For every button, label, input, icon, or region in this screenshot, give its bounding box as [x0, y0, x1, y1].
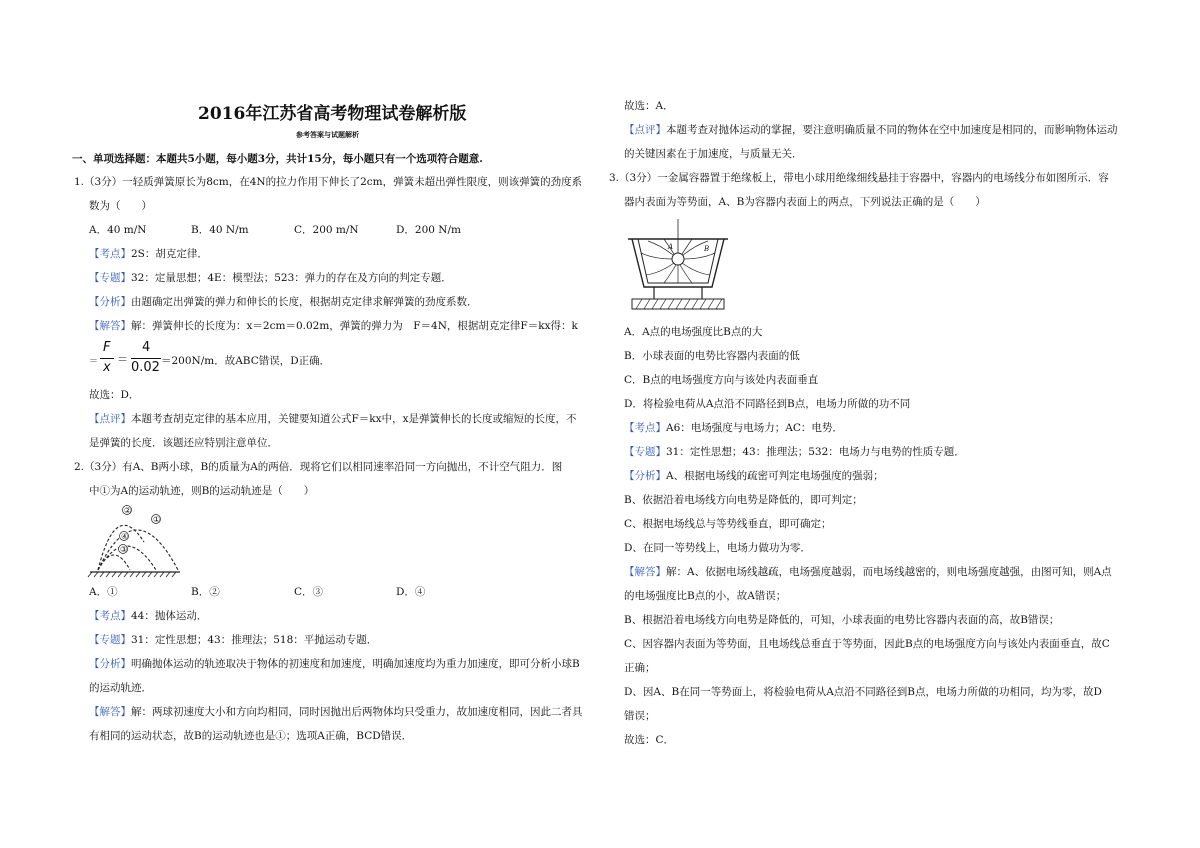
q2-fenxi-line2: 的运动轨迹．	[89, 682, 152, 694]
fenxi-text: A、根据电场线的疏密可判定电场强度的强弱；	[666, 470, 884, 482]
electric-field-figure	[624, 215, 734, 315]
q2-option-a: A．①	[89, 586, 118, 598]
q3-jieda-line4: C、因容器内表面为等势面，且电场线总垂直于等势面，因此B点的电场强度方向与该处内表面垂直，故C	[624, 638, 1110, 650]
q2-dianping	[624, 123, 1118, 137]
jieda-text: 解：A、依据电场线越疏，电场强度越弱，而电场线越密的，则电场强度越强，由图可知，则A点	[666, 566, 1112, 578]
zhuanti-text: 31：定性思想；43：推理法；532：电场力与电势的性质专题．	[666, 446, 965, 458]
q3-stem-line1: 3.（3分）一金属容器置于绝缘板上，带电小球用绝缘细线悬挂于容器中，容器内的电场线分布如图所示．容	[609, 172, 1109, 184]
q3-option-b: B．小球表面的电势比容器内表面的低	[624, 350, 800, 362]
traj-label-4: ④	[121, 532, 129, 541]
fenxi-text: 明确抛体运动的轨迹取决于物体的初速度和加速度，明确加速度均为重力加速度，即可分析小球B	[131, 658, 580, 670]
q2-option-b: B．②	[191, 586, 220, 598]
q3-stem-line2: 器内表面为等势面，A、B为容器内表面上的两点，下列说法正确的是（ ）	[624, 196, 986, 208]
q3-option-a: A．A点的电场强度比B点的大	[624, 326, 763, 338]
q1-dianping	[89, 412, 577, 426]
frac-numerator-4: 4	[142, 340, 151, 355]
q3-jieda	[624, 565, 1112, 579]
q3-jieda-line5: 正确；	[624, 662, 656, 674]
dianping-text: 本题考查胡克定律的基本应用，关键要知道公式F＝kx中，x是弹簧伸长的长度或缩短的长度，不	[131, 413, 577, 425]
q1-answer: 故选：D．	[89, 389, 140, 401]
q3-fenxi-line4: D、在同一等势线上，电场力做功为零．	[624, 542, 811, 554]
zhuanti-tag: 【专题】	[624, 446, 666, 458]
kaodian-tag: 【考点】	[624, 422, 666, 434]
q2-jieda-line2: 有相同的运动状态，故B的运动轨迹也是①；选项A正确，BCD错误．	[89, 730, 413, 742]
q2-option-d: D．④	[396, 586, 426, 598]
q2-dianping-line2: 的关键因素在于加速度，与质量无关．	[624, 148, 803, 160]
jieda-tag: 【解答】	[624, 566, 666, 578]
q2-answer: 故选：A．	[624, 100, 674, 112]
q2-zhuanti	[89, 633, 377, 647]
q2-stem-line1: 2.（3分）有A、B两小球，B的质量为A的两倍．现将它们以相同速率沿同一方向抛出，不计空气阻力．图	[74, 461, 563, 473]
q1-dianping-line2: 是弹簧的长度．该题还应特别注意单位．	[89, 437, 278, 449]
traj-label-1: ①	[153, 515, 161, 524]
fenxi-tag: 【分析】	[624, 470, 666, 482]
jieda-tag: 【解答】	[89, 320, 131, 332]
q3-jieda-line2: 的电场强度比B点的小，故A错误；	[624, 590, 787, 602]
q1-jieda	[89, 319, 578, 333]
q1-fraction-formula	[89, 340, 349, 380]
q1-stem-line2: 数为（ ）	[89, 200, 152, 212]
frac-eq-sign: ＝	[89, 357, 99, 367]
q2-stem-line2: 中①为A的运动轨迹，则B的运动轨迹是（ ）	[89, 485, 315, 497]
q3-jieda-line7: 错误；	[624, 710, 656, 722]
projectile-figure	[86, 502, 182, 578]
jieda-text: 解：两球初速度大小和方向均相同，同时因抛出后两物体均只受重力，故加速度相同，因此二者具	[131, 706, 583, 718]
q2-fenxi	[89, 657, 580, 671]
q1-zhuanti	[89, 271, 452, 285]
q3-fenxi-line2: B、依据沿着电场线方向电势是降低的，即可判定；	[624, 494, 863, 506]
q3-jieda-line3: B、根据沿着电场线方向电势是降低的，可知，小球表面的电势比容器内表面的高，故B错误；	[624, 614, 1060, 626]
q1-stem-line1: 1.（3分）一轻质弹簧原长为8cm，在4N的拉力作用下伸长了2cm，弹簧未超出弹性限度，则该弹簧的劲度系	[74, 176, 583, 188]
kaodian-text: 44：抛体运动．	[131, 610, 208, 622]
jieda-tag: 【解答】	[89, 706, 131, 718]
traj-label-3: ③	[120, 545, 128, 554]
frac-numerator-f: F	[103, 340, 111, 355]
page-subtitle: 参考答案与试题解析	[296, 130, 359, 139]
dianping-text: 本题考查对抛体运动的掌握，要注意明确质量不同的物体在空中加速度是相同的，而影响物体运动	[666, 124, 1118, 136]
q3-fenxi-line3: C、根据电场线总与等势线垂直，即可确定；	[624, 518, 832, 530]
frac-eq-sign-2: ＝	[117, 353, 128, 366]
point-label-b: B	[704, 245, 710, 253]
q2-jieda	[89, 705, 583, 719]
kaodian-text: 2S：胡克定律．	[131, 248, 208, 260]
frac-denominator-002: 0.02	[131, 360, 160, 375]
dianping-tag: 【点评】	[89, 413, 131, 425]
fenxi-tag: 【分析】	[89, 658, 131, 670]
q3-jieda-line6: D、因A、B在同一等势面上，将检验电荷从A点沿不同路径到B点，电场力所做的功相同，均为零，故D	[624, 686, 1102, 698]
q1-option-b: B．40 N/m	[191, 224, 249, 236]
fenxi-tag: 【分析】	[89, 296, 131, 308]
q1-option-a: A．40 m/N	[89, 224, 147, 236]
q1-option-d: D．200 N/m	[396, 224, 461, 236]
kaodian-tag: 【考点】	[89, 610, 131, 622]
q3-option-d: D．将检验电荷从A点沿不同路径到B点，电场力所做的功不同	[624, 398, 911, 410]
q3-zhuanti	[624, 445, 965, 459]
q3-answer: 故选：C．	[624, 734, 675, 746]
q1-fenxi	[89, 295, 478, 309]
frac-denominator-x: x	[103, 360, 111, 375]
kaodian-tag: 【考点】	[89, 248, 131, 260]
zhuanti-text: 31：定性思想；43：推理法；518：平抛运动专题．	[131, 634, 378, 646]
traj-label-2: ②	[124, 506, 132, 515]
q2-kaodian	[89, 609, 207, 623]
q3-fenxi	[624, 469, 884, 483]
frac-tail: ＝200N/m．故ABC错误，D正确．	[161, 355, 331, 367]
jieda-text: 解：弹簧伸长的长度为：x＝2cm＝0.02m，弹簧的弹力为 F＝4N，根据胡克定律F＝kx得：k	[131, 320, 578, 332]
q1-option-c: C．200 m/N	[294, 224, 359, 236]
point-label-a: A	[668, 243, 674, 251]
page-title: 2016年江苏省高考物理试卷解析版	[198, 104, 467, 124]
q3-kaodian	[624, 421, 843, 435]
zhuanti-tag: 【专题】	[89, 634, 131, 646]
zhuanti-text: 32：定量思想；4E：模型法；523：弹力的存在及方向的判定专题．	[131, 272, 452, 284]
zhuanti-tag: 【专题】	[89, 272, 131, 284]
q1-kaodian	[89, 247, 208, 261]
fenxi-text: 由题确定出弹簧的弹力和伸长的长度，根据胡克定律求解弹簧的劲度系数．	[131, 296, 478, 308]
q2-option-c: C．③	[294, 586, 324, 598]
q3-option-c: C．B点的电场强度方向与该处内表面垂直	[624, 374, 819, 386]
section-heading: 一、单项选择题：本题共5小题，每小题3分，共计15分，每小题只有一个选项符合题意.	[72, 153, 483, 165]
kaodian-text: A6：电场强度与电场力；AC：电势．	[666, 422, 843, 434]
dianping-tag: 【点评】	[624, 124, 666, 136]
